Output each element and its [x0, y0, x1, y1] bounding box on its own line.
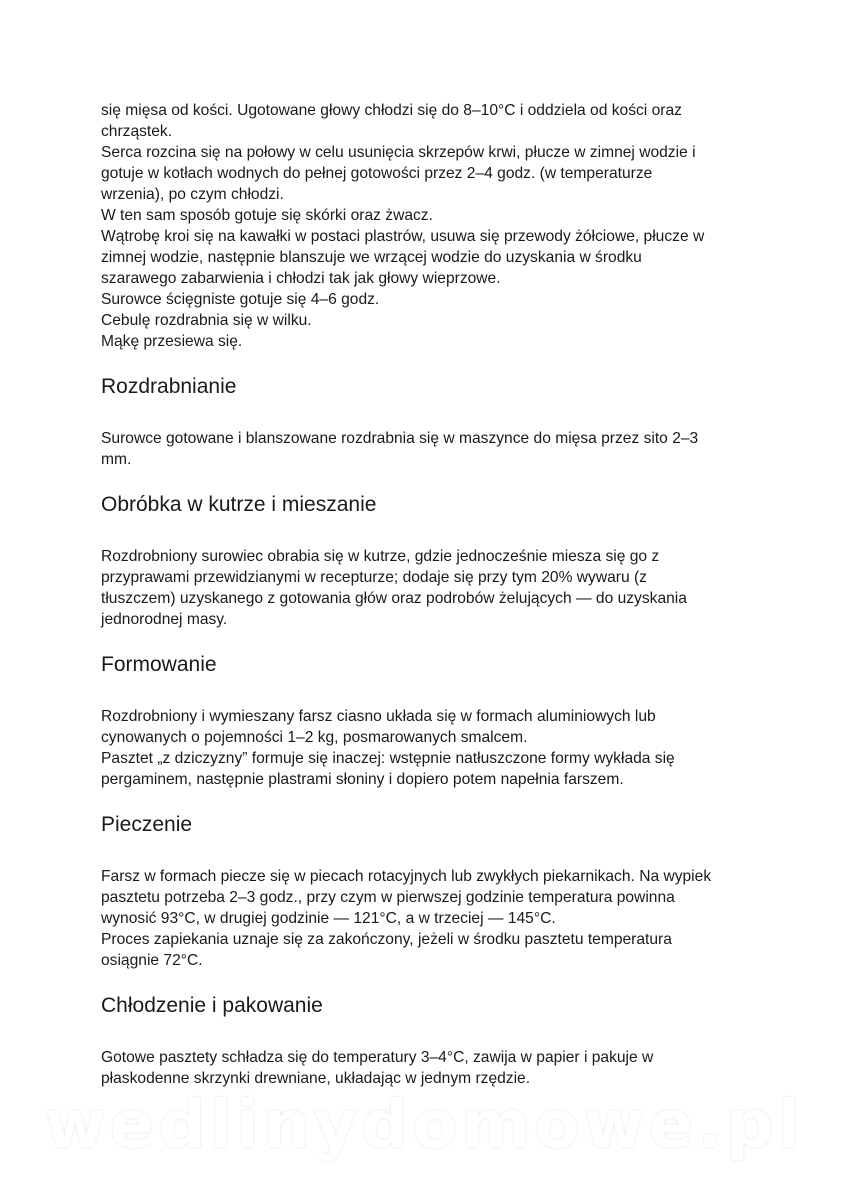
text-line: zimnej wodzie, następnie blanszuje we wrzącej wodzie do uzyskania w środku [101, 249, 642, 266]
text-line: pasztetu potrzeba 2–3 godz., przy czym w pierwszej godzinie temperatura powinna [101, 889, 675, 906]
text-line: Wątrobę kroi się na kawałki w postaci plastrów, usuwa się przewody żółciowe, płucze w [101, 228, 705, 245]
section-paragraph [101, 546, 751, 630]
text-line: płaskodenne skrzynki drewniane, układając w jednym rzędzie. [101, 1070, 531, 1087]
section-heading-rozdrabnianie: Rozdrabnianie [101, 375, 237, 398]
watermark: wedlinydomowe.pl [44, 1086, 805, 1163]
text-line: pergaminem, następnie plastrami słoniny i dopiero potem napełnia farszem. [101, 771, 624, 788]
text-line: Farsz w formach piecze się w piecach rotacyjnych lub zwykłych piekarnikach. Na wypiek [101, 868, 712, 885]
section-paragraph [101, 1047, 751, 1089]
section-paragraph [101, 428, 751, 470]
text-line: wrzenia), po czym chłodzi. [101, 186, 284, 203]
text-line: gotuje w kotłach wodnych do pełnej gotowości przez 2–4 godz. (w temperaturze [101, 165, 653, 182]
text-line: Proces zapiekania uznaje się za zakończony, jeżeli w środku pasztetu temperatura [101, 931, 672, 948]
text-line: Gotowe pasztety schładza się do temperatury 3–4°C, zawija w papier i pakuje w [101, 1049, 654, 1066]
text-line: Serca rozcina się na połowy w celu usunięcia skrzepów krwi, płucze w zimnej wodzie i [101, 144, 696, 161]
text-line: Pasztet „z dziczyzny” formuje się inaczej: wstępnie natłuszczone formy wykłada się [101, 750, 675, 767]
text-line: W ten sam sposób gotuje się skórki oraz żwacz. [101, 207, 433, 224]
text-line: wynosić 93°C, w drugiej godzinie — 121°C, a w trzeciej — 145°C. [101, 910, 556, 927]
section-paragraph [101, 866, 751, 971]
text-line: szarawego zabarwienia i chłodzi tak jak głowy wieprzowe. [101, 270, 501, 287]
text-line: osiągnie 72°C. [101, 952, 203, 969]
text-line: Rozdrobniony i wymieszany farsz ciasno układa się w formach aluminiowych lub [101, 708, 656, 725]
text-line: Surowce ścięgniste gotuje się 4–6 godz. [101, 291, 380, 308]
document-page [101, 100, 751, 1089]
text-line: chrząstek. [101, 123, 173, 140]
text-line: Cebulę rozdrabnia się w wilku. [101, 312, 312, 329]
text-line: cynowanych o pojemności 1–2 kg, posmarowanych smalcem. [101, 729, 528, 746]
text-line: się mięsa od kości. Ugotowane głowy chłodzi się do 8–10°C i oddziela od kości oraz [101, 102, 682, 119]
text-line: jednorodnej masy. [101, 611, 228, 628]
text-line: Mąkę przesiewa się. [101, 333, 243, 350]
text-line: Rozdrobniony surowiec obrabia się w kutrze, gdzie jednocześnie miesza się go z [101, 548, 660, 565]
section-heading-pieczenie: Pieczenie [101, 813, 193, 836]
text-line: Surowce gotowane i blanszowane rozdrabnia się w maszynce do mięsa przez sito 2–3 [101, 430, 699, 447]
text-line: mm. [101, 451, 132, 468]
text-line: przyprawami przewidzianymi w recepturze; dodaje się przy tym 20% wywaru (z [101, 569, 647, 586]
text-line: tłuszczem) uzyskanego z gotowania głów oraz podrobów żelujących — do uzyskania [101, 590, 687, 607]
intro-paragraph [101, 100, 751, 352]
section-paragraph [101, 706, 751, 790]
section-heading-obrobka: Obróbka w kutrze i mieszanie [101, 493, 377, 516]
section-heading-formowanie: Formowanie [101, 653, 217, 676]
section-heading-chlodzenie: Chłodzenie i pakowanie [101, 994, 323, 1017]
